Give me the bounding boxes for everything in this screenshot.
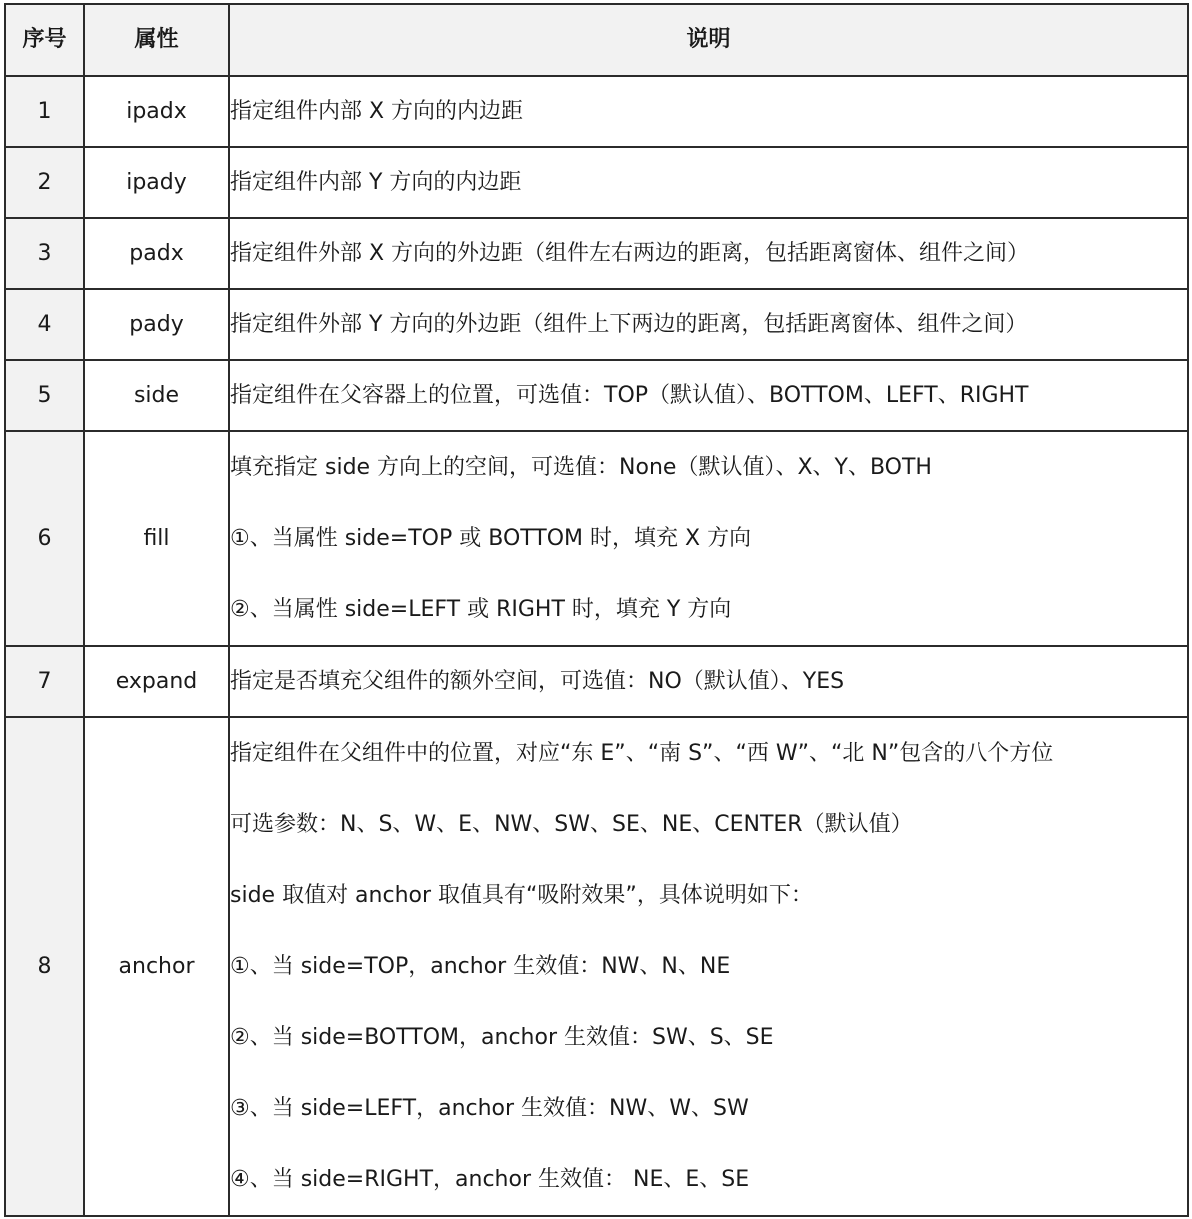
table-row [5,289,1188,360]
row-number: 6 [5,431,84,646]
table-row [5,646,1188,717]
row-number: 3 [5,218,84,289]
row-description: 指定组件内部 Y 方向的内边距 [229,147,1188,218]
row-attribute: padx [84,218,229,289]
description-line: ④、当 side=RIGHT，anchor 生效值： NE、E、SE [230,1166,750,1192]
row-number: 5 [5,360,84,431]
table-row [5,431,1188,646]
row-number: 7 [5,646,84,717]
table-row [5,360,1188,431]
row-attribute: side [84,360,229,431]
table-header-row [5,4,1188,76]
row-description: 指定是否填充父组件的额外空间，可选值：NO（默认值）、YES [229,646,1188,717]
row-number: 4 [5,289,84,360]
row-number: 1 [5,76,84,147]
row-description: 指定组件在父容器上的位置，可选值：TOP（默认值）、BOTTOM、LEFT、RIGHT [229,360,1188,431]
properties-table [4,3,1189,1217]
description-line: side 取值对 anchor 取值具有“吸附效果”，具体说明如下： [230,882,813,908]
row-description: 指定组件外部 X 方向的外边距（组件左右两边的距离，包括距离窗体、组件之间） [229,218,1188,289]
row-attribute: expand [84,646,229,717]
row-attribute: fill [84,431,229,646]
description-line: 指定组件在父组件中的位置，对应“东 E”、“南 S”、“西 W”、“北 N”包含的八个方位 [230,740,1054,766]
row-attribute: ipadx [84,76,229,147]
row-attribute: ipady [84,147,229,218]
table-row [5,218,1188,289]
row-description: 指定组件外部 Y 方向的外边距（组件上下两边的距离，包括距离窗体、组件之间） [229,289,1188,360]
header-number: 序号 [5,4,84,76]
description-line: ①、当属性 side=TOP 或 BOTTOM 时，填充 X 方向 [230,525,752,551]
description-line: 可选参数：N、S、W、E、NW、SW、SE、NE、CENTER（默认值） [230,811,913,837]
description-line: ②、当属性 side=LEFT 或 RIGHT 时，填充 Y 方向 [230,596,732,622]
row-number: 2 [5,147,84,218]
row-attribute: pady [84,289,229,360]
description-line: ③、当 side=LEFT，anchor 生效值：NW、W、SW [230,1095,749,1121]
description-line: ②、当 side=BOTTOM，anchor 生效值：SW、S、SE [230,1024,774,1050]
row-description [229,431,1188,646]
row-description: 指定组件内部 X 方向的内边距 [229,76,1188,147]
table-row [5,76,1188,147]
header-description: 说明 [229,4,1188,76]
description-line: ①、当 side=TOP，anchor 生效值：NW、N、NE [230,953,731,979]
row-attribute: anchor [84,717,229,1216]
header-attribute: 属性 [84,4,229,76]
row-number: 8 [5,717,84,1216]
table-row [5,147,1188,218]
description-line: 填充指定 side 方向上的空间，可选值：None（默认值）、X、Y、BOTH [230,454,932,480]
table-row [5,717,1188,1216]
row-description [229,717,1188,1216]
